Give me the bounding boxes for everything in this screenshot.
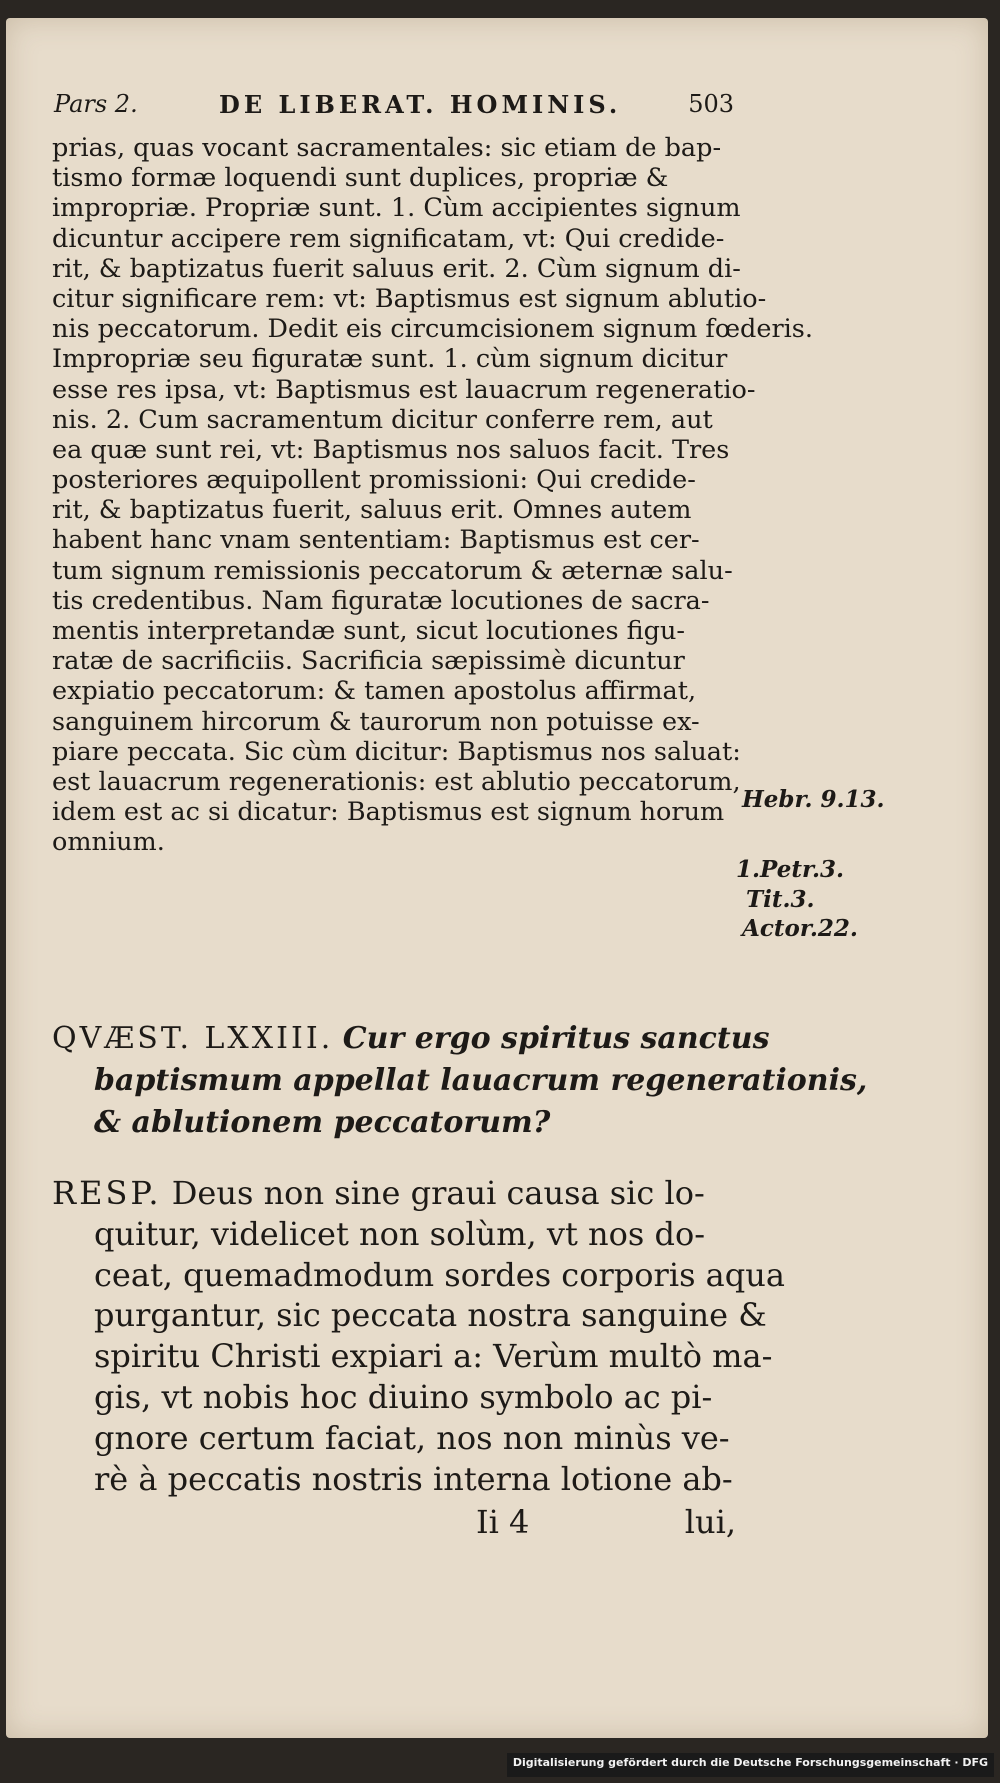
response-line: Deus non sine graui causa sic lo-	[171, 1174, 705, 1212]
text-line: Impropriæ seu figuratæ sunt. 1. cùm signum dicitur	[52, 344, 728, 375]
header-part: Pars 2.	[54, 90, 138, 118]
digitization-credit: Digitalisierung gefördert durch die Deutsche Forschungsgemeinschaft · DFG	[507, 1753, 994, 1777]
response-line: quitur, videlicet non solùm, vt nos do-	[94, 1214, 706, 1253]
response-label: RESP.	[52, 1174, 162, 1212]
margin-note-petr: 1.Petr.3.	[736, 856, 844, 883]
response-line: spiritu Christi expiari a: Verùm multò ma-	[94, 1337, 773, 1376]
question-label: QVÆST. LXXIII.	[52, 1021, 334, 1056]
header-title: DE LIBERAT. HOMINIS.	[219, 90, 622, 119]
margin-note-hebr: Hebr. 9.13.	[742, 786, 885, 813]
text-line: tis credentibus. Nam figuratæ locutiones de sacra-	[52, 585, 710, 616]
book-page	[6, 18, 988, 1738]
catchword: lui,	[684, 1503, 736, 1541]
text-line: mentis interpretandæ sunt, sicut locutiones figu-	[52, 616, 686, 646]
page-number: 503	[688, 90, 734, 118]
question-text-3: & ablutionem peccatorum?	[94, 1105, 551, 1140]
text-line: ratæ de sacrificiis. Sacrificia sæpissimè dicuntur	[52, 646, 685, 677]
signature-mark: Ii 4	[476, 1503, 530, 1541]
text-line: prias, quas vocant sacramentales: sic etiam de bap-	[52, 133, 722, 163]
text-line: expiatio peccatorum: & tamen apostolus affirmat,	[52, 676, 697, 707]
text-line: esse res ipsa, vt: Baptismus est lauacrum regeneratio-	[52, 374, 756, 405]
text-line: rit, & baptizatus fuerit saluus erit. 2. Cùm signum di-	[52, 253, 741, 284]
text-line: omnium.	[52, 827, 165, 858]
text-line: tum signum remissionis peccatorum & æternæ salu-	[52, 555, 733, 586]
text-line: rit, & baptizatus fuerit, saluus erit. Omnes autem	[52, 495, 692, 526]
text-line: piare peccata. Sic cùm dicitur: Baptismus nos saluat:	[52, 736, 741, 767]
text-line: tismo formæ loquendi sunt duplices, propriæ &	[52, 163, 669, 194]
response-line: gis, vt nobis hoc diuino symbolo ac pi-	[94, 1377, 713, 1416]
text-line: habent hanc vnam sententiam: Baptismus est cer-	[52, 525, 700, 556]
question-heading	[52, 1018, 868, 1144]
text-line: ea quæ sunt rei, vt: Baptismus nos saluos facit. Tres	[52, 434, 730, 465]
response-line: purgantur, sic peccata nostra sanguine &	[94, 1296, 767, 1335]
response-line: gnore certum faciat, nos non minùs ve-	[94, 1418, 730, 1457]
text-line: impropriæ. Propriæ sunt. 1. Cùm accipientes signum	[52, 193, 741, 224]
margin-note-actor: Actor.22.	[742, 915, 858, 942]
question-text-1: Cur ergo spiritus sanctus	[342, 1021, 770, 1056]
text-line: citur significare rem: vt: Baptismus est signum ablutio-	[52, 283, 767, 314]
text-line: sanguinem hircorum & taurorum non potuisse ex-	[52, 706, 700, 737]
text-line: nis. 2. Cum sacramentum dicitur conferre rem, aut	[52, 404, 713, 435]
response-line: ceat, quemadmodum sordes corporis aqua	[94, 1255, 785, 1294]
response-line: rè à peccatis nostris interna lotione ab-	[94, 1459, 733, 1498]
margin-note-tit: Tit.3.	[746, 886, 815, 913]
question-text-2: baptismum appellat lauacrum regenerationis,	[94, 1063, 868, 1098]
page-footer	[466, 1503, 736, 1543]
running-header	[54, 90, 734, 130]
text-line: idem est ac si dicatur: Baptismus est signum horum	[52, 797, 725, 828]
text-line: nis peccatorum. Dedit eis circumcisionem signum fœderis.	[52, 314, 814, 345]
text-line: dicuntur accipere rem significatam, vt: Qui credide-	[52, 223, 725, 254]
response-paragraph	[52, 1173, 785, 1499]
text-line: est lauacrum regenerationis: est ablutio peccatorum,	[52, 766, 741, 797]
text-line: posteriores æquipollent promissioni: Qui credide-	[52, 465, 696, 496]
